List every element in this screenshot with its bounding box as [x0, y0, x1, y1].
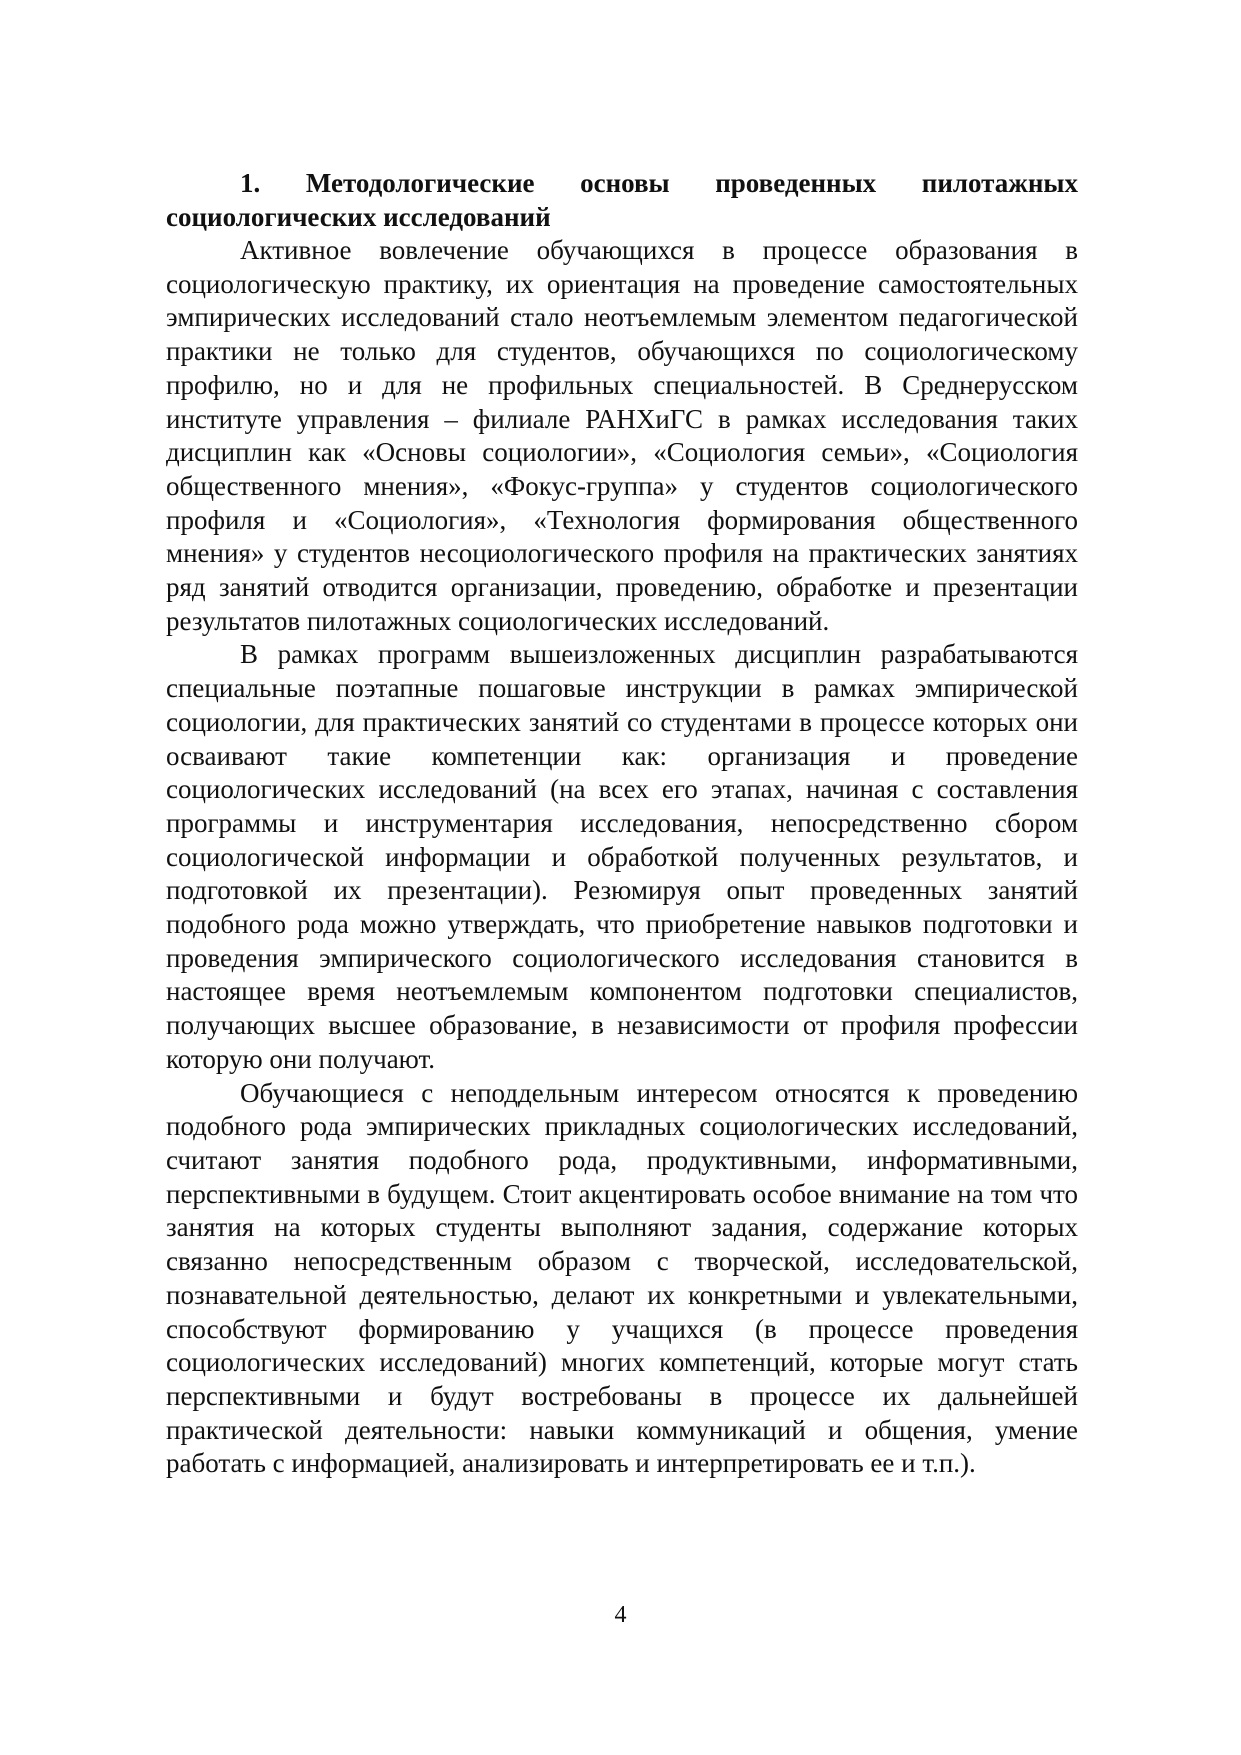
- document-page: [166, 166, 1078, 1481]
- paragraph-1: Активное вовлечение обучающихся в процессе образования в социологическую практику, их ориентация на проведение самостоятельных эмпирических исследований стало неотъемлемым элементом педагогической практики не только для студентов, обучающихся по социологическому профилю, но и для не профильных специальностей. В Среднерусском институте управления – филиале РАНХиГС в рамках исследования таких дисциплин как «Основы социологии», «Социология семьи», «Социология общественного мнения», «Фокус-группа» у студентов социологического профиля и «Социология», «Технология формирования общественного мнения» у студентов несоциологического профиля на практических занятиях ряд занятий отводится организации, проведению, обработке и презентации результатов пилотажных социологических исследований.: [166, 235, 1078, 636]
- paragraph-2: В рамках программ вышеизложенных дисциплин разрабатываются специальные поэтапные пошаговые инструкции в рамках эмпирической социологии, для практических занятий со студентами в процессе которых они осваивают такие компетенции как: организация и проведение социологических исследований (на всех его этапах, начиная с составления программы и инструментария исследования, непосредственно сбором социологической информации и обработкой полученных результатов, и подготовкой их презентации). Резюмируя опыт проведенных занятий подобного рода можно утверждать, что приобретение навыков подготовки и проведения эмпирического социологического исследования становится в настоящее время неотъемлемым компонентом подготовки специалистов, получающих высшее образование, в независимости от профиля профессии которую они получают.: [166, 639, 1078, 1074]
- section-heading: 1. Методологические основы проведенных пилотажных социологических исследований: [166, 168, 1078, 232]
- paragraph-3: Обучающиеся с неподдельным интересом относятся к проведению подобного рода эмпирических прикладных социологических исследований, считают занятия подобного рода, продуктивными, информативными, перспективными в будущем. Стоит акцентировать особое внимание на том что занятия на которых студенты выполняют задания, содержание которых связанно непосредственным образом с творческой, исследовательской, познавательной деятельностью, делают их конкретными и увлекательными, способствуют формированию у учащихся (в процессе проведения социологических исследований) многих компетенций, которые могут стать перспективными и будут востребованы в процессе их дальнейшей практической деятельности: навыки коммуникаций и общения, умение работать с информацией, анализировать и интерпретировать ее и т.п.).: [166, 1077, 1078, 1479]
- page-number: 4: [614, 1602, 627, 1628]
